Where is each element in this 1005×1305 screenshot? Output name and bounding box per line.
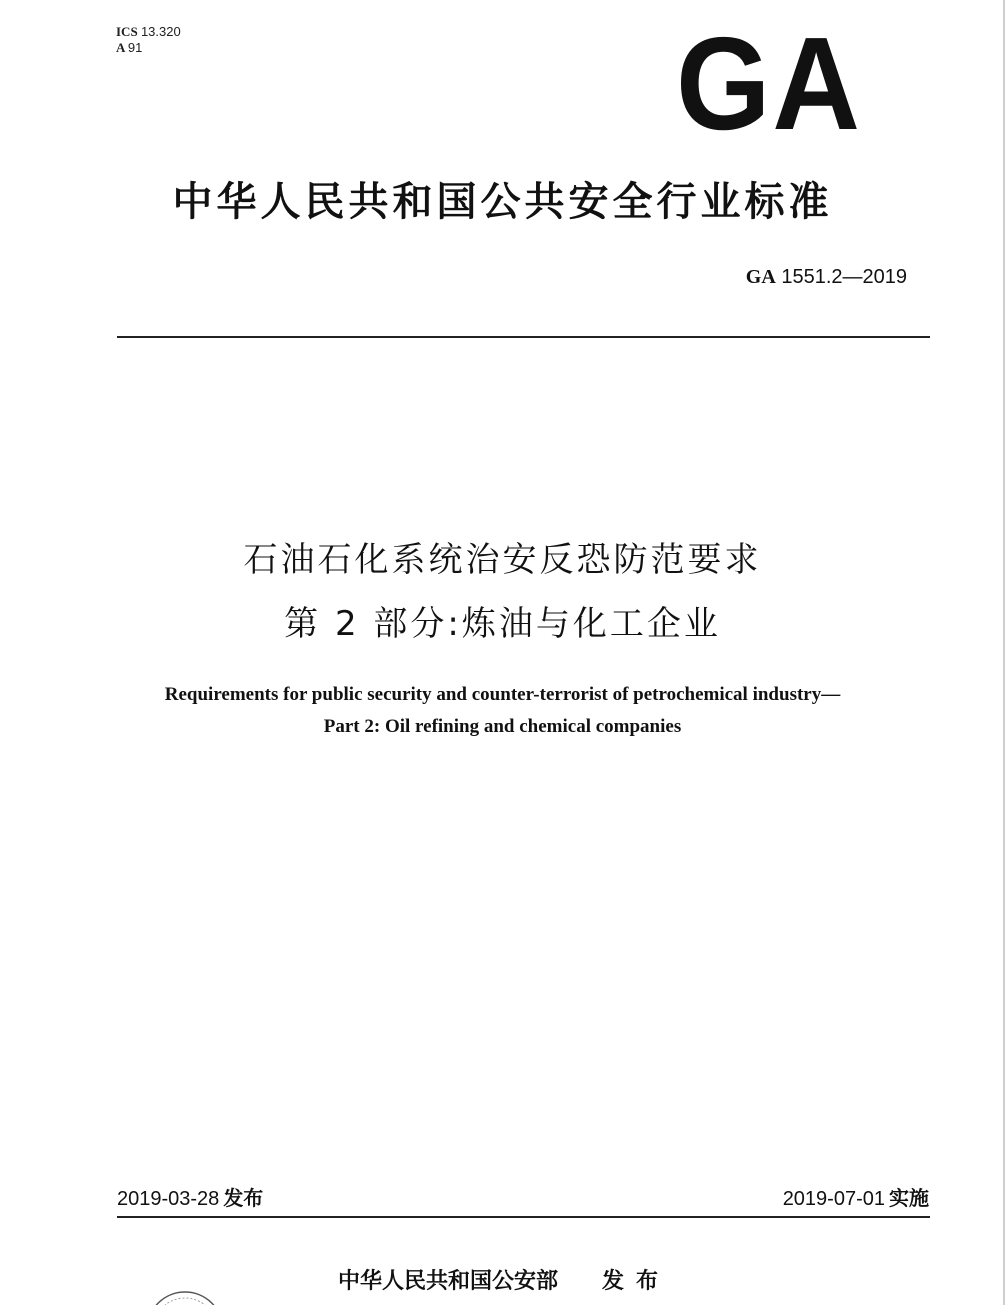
- issue-label: 发布: [223, 1186, 264, 1210]
- standard-code: 1551.2—2019: [781, 266, 907, 288]
- publisher-line: [338, 1264, 670, 1295]
- footer-divider: [117, 1216, 930, 1218]
- publisher-verb: 发布: [602, 1269, 671, 1294]
- implementation-date-line: [783, 1182, 929, 1211]
- publisher-name: 中华人民共和国公安部: [338, 1269, 559, 1294]
- ics-code: 13.320: [140, 24, 181, 39]
- issue-date: 2019-03-28: [117, 1188, 220, 1210]
- classification-codes: [116, 24, 181, 56]
- standard-number: [746, 266, 907, 289]
- ics-line: [116, 24, 181, 40]
- class-line: [116, 40, 181, 56]
- ga-logo: GA: [676, 10, 862, 157]
- cn-title-line2: 第 2 部分:炼油与化工企业: [284, 604, 721, 644]
- official-seal-icon: [140, 1268, 230, 1305]
- class-label: A: [116, 40, 125, 55]
- cn-title-line1: 石油石化系统治安反恐防范要求: [243, 540, 762, 580]
- standard-category-title: 中华人民共和国公共安全行业标准: [172, 179, 833, 225]
- issue-date-line: [117, 1182, 263, 1211]
- en-title-line2: Part 2: Oil refining and chemical companies: [323, 716, 682, 737]
- implementation-date: 2019-07-01: [782, 1188, 885, 1210]
- class-code: 91: [127, 40, 143, 55]
- standard-prefix: GA: [745, 266, 776, 288]
- en-title-line1: Requirements for public security and counter-terrorist of petrochemical industry—: [164, 684, 841, 705]
- ics-label: ICS: [116, 24, 138, 39]
- header-divider: [117, 336, 930, 338]
- implementation-label: 实施: [889, 1186, 929, 1210]
